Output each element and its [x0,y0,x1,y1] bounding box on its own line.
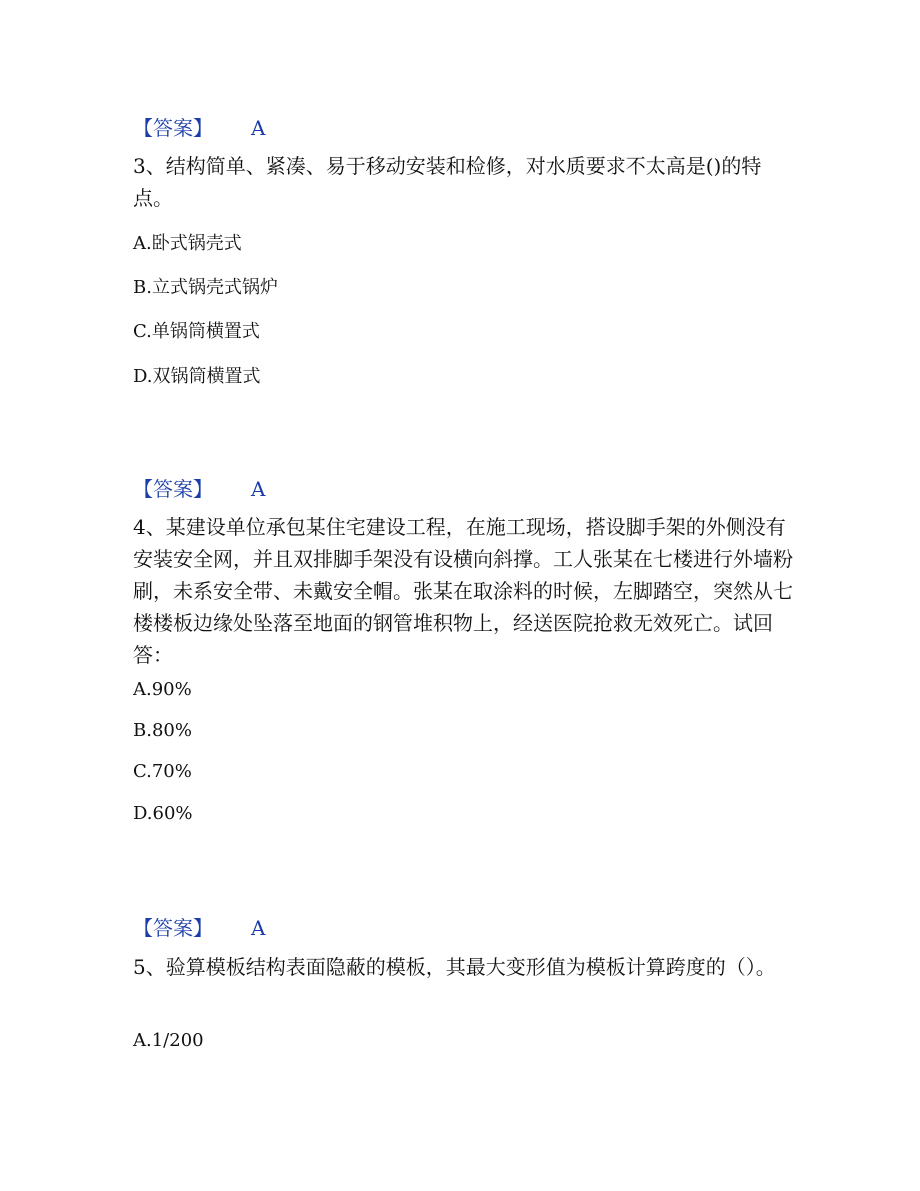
answer-value: A [251,116,266,140]
question-4: 4、某建设单位承包某住宅建设工程，在施工现场，搭设脚手架的外侧没有安装安全网，并且双排脚手架没有设横向斜撑。工人张某在七楼进行外墙粉刷，未系安全带、未戴安全帽。张某在取涂料的时候，左脚踏空，突然从七楼楼板边缘处坠落至地面的钢管堆积物上，经送医院抢救无效死亡。试回答： [133,515,793,667]
answer-label: 【答案】 [133,916,213,940]
option-a: A.卧式锅壳式 [133,233,242,254]
option-d: D.双锅筒横置式 [133,366,261,387]
answer-line [133,112,265,141]
answer-line [133,912,265,941]
question-5: 5、验算模板结构表面隐蔽的模板，其最大变形值为模板计算跨度的（）。 [133,955,776,979]
option-a: A.1/200 [133,1030,204,1051]
answer-value: A [251,916,266,940]
answer-line [133,473,265,502]
answer-value: A [251,477,266,501]
option-d: D.60% [133,803,193,824]
option-c: C.单锅筒横置式 [133,321,260,342]
option-c: C.70% [133,761,192,782]
question-3: 3、结构简单、紧凑、易于移动安装和检修，对水质要求不太高是()的特点。 [133,154,762,210]
answer-label: 【答案】 [133,477,213,501]
option-a: A.90% [133,679,192,700]
option-b: B.80% [133,720,192,741]
option-b: B.立式锅壳式锅炉 [133,277,278,298]
answer-label: 【答案】 [133,116,213,140]
